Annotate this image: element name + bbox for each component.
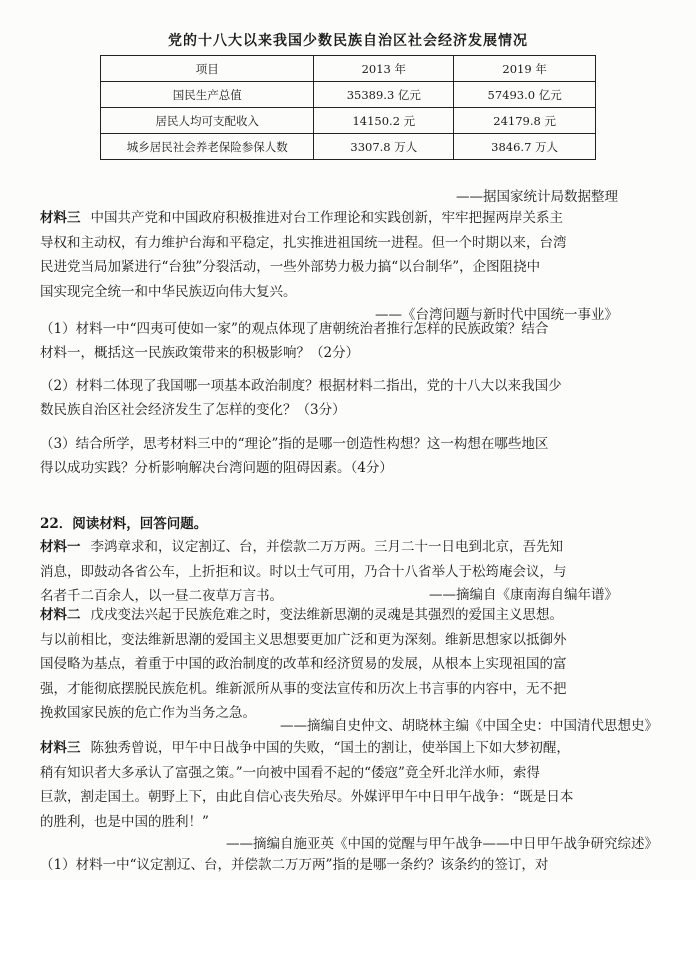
table-caption: 党的十八大以来我国少数民族自治区社会经济发展情况 — [168, 33, 528, 49]
material3b-source: ——摘编自施亚英《中国的觉醒与甲午战争——中日甲午战争研究综述》 — [226, 836, 658, 852]
question-22-heading: 22．阅读材料，回答问题。 — [40, 516, 208, 532]
question-1: （1）材料一中“四夷可使如一家”的观点体现了唐朝统治者推行怎样的民族政策？结合 材料一，概括这一民族政策带来的积极影响？（2分） — [40, 321, 549, 361]
table-cell: 国民生产总值 — [101, 82, 314, 108]
table-header-row — [101, 56, 596, 82]
material2-label: 材料二 — [40, 607, 81, 623]
question-3: （3）结合所学，思考材料三中的“理论”指的是哪一创造性构想？这一构想在哪些地区 得以成功实践？分析影响解决台湾问题的阻碍因素。（4分） — [40, 436, 549, 476]
q22-material1: 材料一 李鸿章求和，议定割辽、台，并偿款二万万两。三月二十一日电到北京，吾先知 消息，即鼓动各省公车，上折拒和议。时以士气可用，乃合十八省举人于松筠庵会议，与 名者千二百余人，以一昼二夜草万言书。 — [40, 539, 567, 604]
q22-material2: 材料二 戊戌变法兴起于民族危难之时，变法维新思潮的灵魂是其强烈的爱国主义思想。 与以前相比，变法维新思潮的爱国主义思想要更加广泛和更为深刻。维新思想家以抵御外 国侵略为基点，着重于中国的政治制度的改革和经济贸易的发展，从根本上实现祖国的富 强，才能彻底摆脱民族危机。维新派所从事的变法宣传和历次上书言事的内容中，无不把 挽救国家民族的危亡作为当务之急。 — [40, 607, 567, 721]
material1-source: ——摘编自《康南海自编年谱》 — [429, 587, 618, 603]
table-row — [101, 108, 596, 134]
table-cell: 3307.8 万人 — [314, 134, 454, 160]
header-2013: 2013 年 — [314, 56, 454, 82]
table-cell: 14150.2 元 — [314, 108, 454, 134]
table-source: ——据国家统计局数据整理 — [456, 189, 618, 205]
q22-material3: 材料三 陈独秀曾说，甲午中日战争中国的失败，“国土的割让，使举国上下如大梦初醒， 稍有知识者大多承认了富强之策。”一向被中国看不起的“倭寇”竟全歼北洋水师，索得 巨款，割走国土。朝野上下，由此自信心丧失殆尽。外媒评甲午中日甲午战争：“既是日本 的胜利，也是中国的胜利！” — [40, 740, 574, 830]
table-cell: 35389.3 亿元 — [314, 82, 454, 108]
material3-block — [40, 206, 670, 304]
table-cell: 57493.0 亿元 — [454, 82, 596, 108]
material2-source: ——摘编自史仲文、胡晓林主编《中国全史：中国清代思想史》 — [280, 718, 658, 734]
table-row — [101, 134, 596, 160]
page-bottom-blank — [0, 880, 696, 957]
stats-table — [100, 55, 596, 160]
question-2: （2）材料二体现了我国哪一项基本政治制度？根据材料二指出，党的十八大以来我国少 数民族自治区社会经济发生了怎样的变化？（3分） — [40, 378, 562, 418]
material3-label: 材料三 — [40, 210, 81, 226]
material3-line: 国实现完全统一和中华民族迈向伟大复兴。 — [40, 283, 297, 300]
material1-label: 材料一 — [40, 539, 81, 555]
material3-line: 民进党当局加紧进行“台独”分裂活动，一些外部势力极力搞“以台制华”，企图阻挠中 — [40, 259, 541, 275]
table-cell: 24179.8 元 — [454, 108, 596, 134]
material3-source: ——《台湾问题与新时代中国统一事业》 — [375, 307, 618, 323]
material3-line: 材料三 中国共产党和中国政府积极推进对台工作理论和实践创新，牢牢把握两岸关系主 — [40, 210, 563, 226]
table-row — [101, 82, 596, 108]
header-item: 项目 — [101, 56, 314, 82]
table-cell: 3846.7 万人 — [454, 134, 596, 160]
material3b-label: 材料三 — [40, 740, 81, 756]
header-2019: 2019 年 — [454, 56, 596, 82]
table-cell: 居民人均可支配收入 — [101, 108, 314, 134]
question-22-1: （1）材料一中“议定割辽、台，并偿款二万万两”指的是哪一条约？该条约的签订，对 — [40, 857, 549, 873]
table-cell: 城乡居民社会养老保险参保人数 — [101, 134, 314, 160]
material3-line: 导权和主动权，有力维护台海和平稳定，扎实推进祖国统一进程。但一个时期以来，台湾 — [40, 234, 567, 251]
